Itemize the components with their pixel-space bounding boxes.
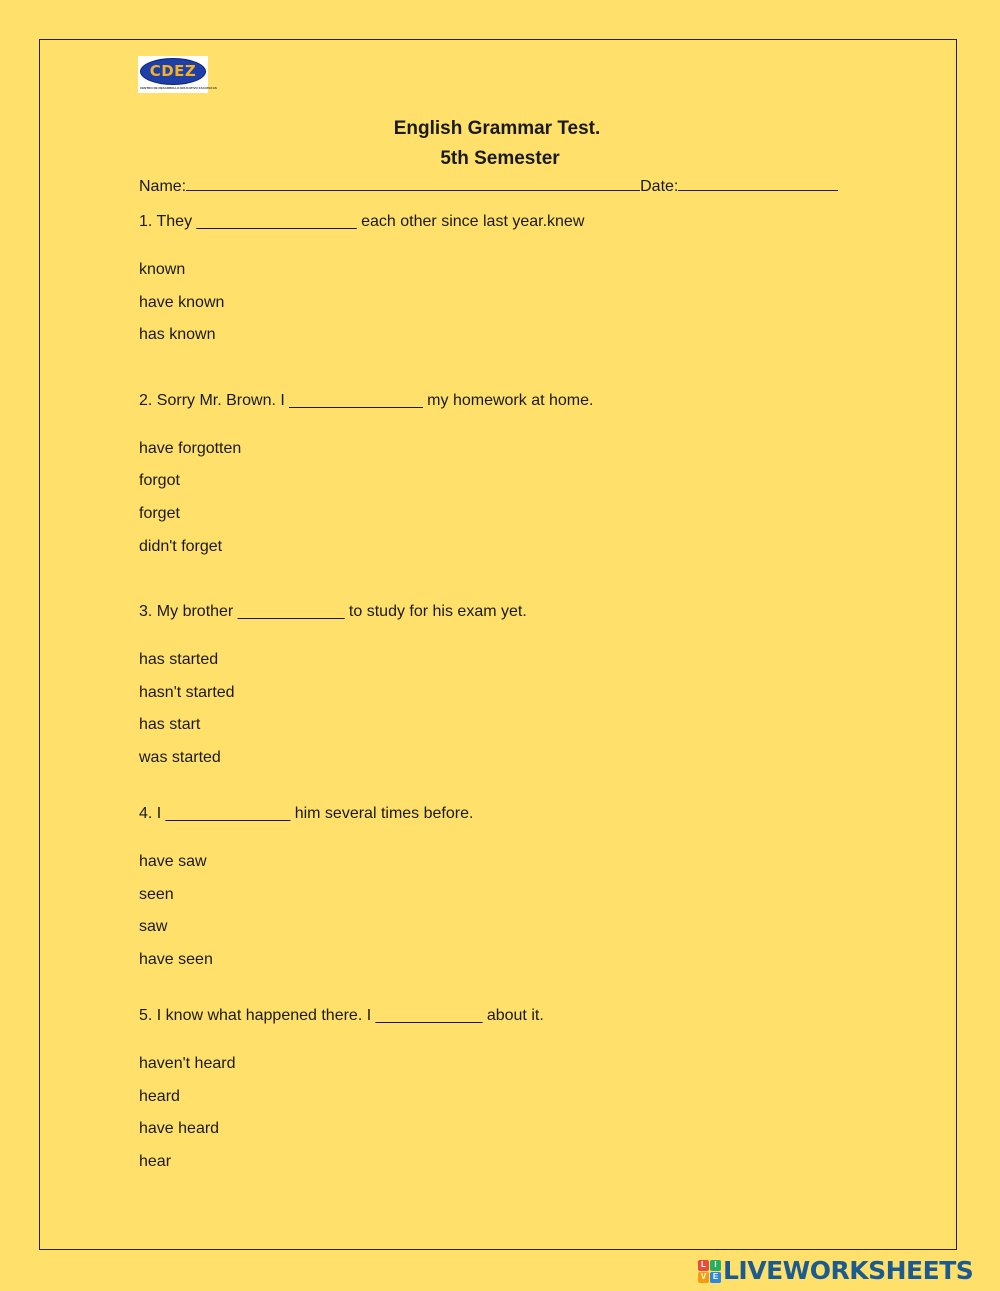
date-field[interactable] bbox=[678, 176, 838, 191]
question-1-prompt: 1. They __________________ each other since last year.knew bbox=[139, 213, 585, 230]
question-5-option[interactable]: hear bbox=[139, 1153, 172, 1170]
name-label: Name: bbox=[139, 178, 187, 195]
question-1-option[interactable]: known bbox=[139, 261, 186, 278]
question-2-option[interactable]: forget bbox=[139, 505, 180, 522]
live-block-v: V bbox=[698, 1272, 709, 1283]
logo-word: CDEZ bbox=[149, 62, 197, 80]
live-block-l: L bbox=[698, 1260, 709, 1271]
question-3-option[interactable]: has started bbox=[139, 651, 219, 668]
question-2-option[interactable]: forgot bbox=[139, 472, 180, 489]
question-5-option[interactable]: have heard bbox=[139, 1120, 220, 1137]
question-5-option[interactable]: heard bbox=[139, 1088, 180, 1105]
worksheet-title: English Grammar Test. bbox=[393, 118, 601, 139]
question-1-option[interactable]: have known bbox=[139, 294, 225, 311]
question-5-prompt: 5. I know what happened there. I ____________ about it. bbox=[139, 1007, 544, 1024]
question-4-option[interactable]: seen bbox=[139, 886, 174, 903]
question-3-prompt: 3. My brother ____________ to study for his exam yet. bbox=[139, 603, 527, 620]
liveworksheets-wordmark: LIVEWORKSHEETS bbox=[723, 1256, 974, 1285]
question-2-option[interactable]: have forgotten bbox=[139, 440, 242, 457]
live-block-i: I bbox=[710, 1260, 721, 1271]
question-4-option[interactable]: have seen bbox=[139, 951, 213, 968]
question-3-option[interactable]: was started bbox=[139, 749, 221, 766]
live-block-e: E bbox=[710, 1272, 721, 1283]
logo-oval bbox=[140, 58, 206, 85]
question-4-option[interactable]: have saw bbox=[139, 853, 207, 870]
liveworksheets-logo[interactable] bbox=[698, 1256, 973, 1286]
name-field[interactable] bbox=[186, 176, 640, 191]
school-logo bbox=[138, 56, 217, 93]
live-blocks-icon bbox=[698, 1260, 721, 1283]
question-4-option[interactable]: saw bbox=[139, 918, 168, 935]
question-1-option[interactable]: has known bbox=[139, 326, 216, 343]
question-4-prompt: 4. I ______________ him several times before. bbox=[139, 805, 474, 822]
question-5-option[interactable]: haven't heard bbox=[139, 1055, 236, 1072]
date-label: Date: bbox=[640, 178, 679, 195]
worksheet-subtitle: 5th Semester bbox=[440, 148, 560, 169]
name-date-line bbox=[139, 176, 838, 197]
question-3-option[interactable]: hasn't started bbox=[139, 684, 235, 701]
question-2-option[interactable]: didn't forget bbox=[139, 538, 223, 555]
question-3-option[interactable]: has start bbox=[139, 716, 201, 733]
question-2-prompt: 2. Sorry Mr. Brown. I _______________ my homework at home. bbox=[139, 392, 594, 409]
logo-subtitle: CENTRO DE DESARROLLO EDUCATIVO ZACATECAS bbox=[140, 86, 217, 90]
